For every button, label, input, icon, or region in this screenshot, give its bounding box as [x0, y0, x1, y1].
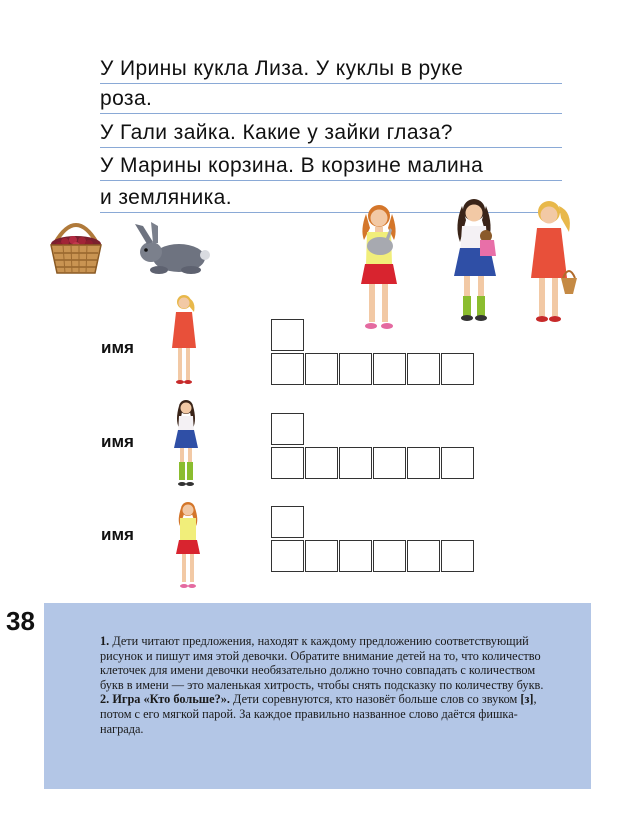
letter-cell[interactable]: [407, 447, 440, 479]
small-girl-3-image: [172, 500, 204, 592]
letter-cell[interactable]: [305, 353, 338, 385]
reading-line-3: У Гали зайка. Какие у зайки глаза?: [100, 118, 562, 148]
letter-cell-capital[interactable]: [271, 506, 304, 538]
reading-line-4: У Марины корзина. В корзине малина: [100, 151, 562, 181]
letter-cell[interactable]: [373, 540, 406, 572]
girl-with-doll-image: [446, 196, 504, 332]
small-girl-2-image: [170, 398, 202, 490]
letter-cell[interactable]: [373, 447, 406, 479]
girl-with-basket-image: [525, 198, 577, 334]
letter-cell[interactable]: [339, 447, 372, 479]
reading-line-1: У Ирины кукла Лиза. У куклы в руке: [100, 54, 562, 84]
letter-cell[interactable]: [271, 447, 304, 479]
letter-cell[interactable]: [339, 353, 372, 385]
note-item-1: [100, 634, 550, 692]
letter-cell[interactable]: [441, 540, 474, 572]
rabbit-image: [131, 222, 211, 276]
letter-cell-capital[interactable]: [271, 413, 304, 445]
letter-cell[interactable]: [271, 353, 304, 385]
girl-with-rabbit-image: [352, 200, 406, 340]
letter-cell[interactable]: [271, 540, 304, 572]
letter-cell[interactable]: [441, 447, 474, 479]
letter-cell[interactable]: [305, 447, 338, 479]
note-item-1-number: 1.: [100, 634, 110, 648]
note-item-2-sound: [з]: [520, 692, 534, 707]
name-label-2: имя: [101, 432, 134, 451]
letter-cell[interactable]: [441, 353, 474, 385]
letter-cell[interactable]: [407, 540, 440, 572]
page-number: 38: [6, 606, 35, 636]
letter-cell[interactable]: [373, 353, 406, 385]
note-item-2: [100, 692, 550, 736]
letter-cell[interactable]: [305, 540, 338, 572]
teacher-notes-box: [44, 603, 591, 789]
reading-line-2: роза.: [100, 84, 562, 114]
letter-cell[interactable]: [407, 353, 440, 385]
teacher-notes-text: [100, 634, 550, 736]
small-girl-1-image: [168, 292, 200, 388]
letter-cell-capital[interactable]: [271, 319, 304, 351]
note-item-1-text: Дети читают предложения, находят к каждому предложению соответствующий рисунок и пишут имя этой девочки. Обратите внимание детей на то, что количество клеточек для имени девочки необязательно должно точно совпадать с количеством букв в имени — это маленькая хитрость, чтобы снять подсказку по количеству букв.: [100, 634, 544, 692]
reading-line-5: и земляника.: [100, 183, 562, 213]
name-label-1: имя: [101, 338, 134, 357]
basket-image: [45, 213, 107, 277]
note-item-2-text-b: , потом с его мягкой парой. За каждое правильно названное слово даётся фишка-награда.: [100, 692, 537, 736]
note-item-2-title: Игра «Кто больше?».: [112, 692, 230, 707]
name-label-3: имя: [101, 525, 134, 544]
note-item-2-number: 2.: [100, 692, 110, 707]
note-item-2-text-a: Дети соревнуются, кто назовёт больше слов со звуком: [233, 692, 518, 707]
letter-cell[interactable]: [339, 540, 372, 572]
